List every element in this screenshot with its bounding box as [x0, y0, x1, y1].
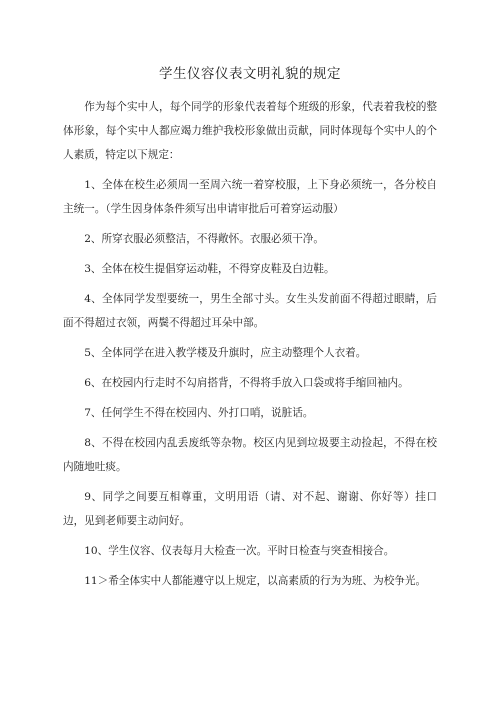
rule-paragraph: 3、全体在校生提倡穿运动鞋，不得穿皮鞋及白边鞋。: [84, 263, 335, 275]
rule-paragraph: 6、在校园内行走时不勾肩搭背，不得将手放入口袋或将手缩回袖内。: [84, 377, 409, 389]
document-body: [63, 95, 437, 593]
rule-paragraph: 4、全体同学发型要统一，男生全部寸头。女生头发前面不得超过眼睛，后面不得超过衣领，两鬓不得超过耳朵中部。: [63, 293, 437, 329]
rule-paragraph: 7、任何学生不得在校园内、外打口哨，说脏话。: [84, 407, 314, 419]
rule-paragraph: 10、学生仪容、仪表每月大检查一次。平时日检查与突查相接合。: [84, 545, 395, 557]
rule-paragraph: 8、不得在校园内乱丢废纸等杂物。校区内见到垃圾要主动捡起，不得在校内随地吐痰。: [63, 437, 437, 473]
closing-paragraph: 11＞希全体实中人都能遵守以上规定，以高素质的行为为班、为校争光。: [84, 575, 427, 587]
document-title: 学生仪容仪表文明礼貌的规定: [159, 66, 341, 82]
rule-paragraph: 2、所穿衣服必须整洁，不得敞怀。衣服必须干净。: [84, 233, 324, 245]
rule-paragraph: 5、全体同学在进入教学楼及升旗时，应主动整理个人衣着。: [84, 347, 367, 359]
intro-paragraph: 作为每个实中人，每个同学的形象代表着每个班级的形象，代表着我校的整体形象，每个实中人都应竭力维护我校形象做出贡献，同时体现每个实中人的个人素质，特定以下规定：: [63, 101, 437, 161]
rule-paragraph: 1、全体在校生必须周一至周六统一着穿校服，上下身必须统一，各分校自主统一。（学生因身体条件须写出申请审批后可着穿运动服）: [63, 179, 437, 215]
rule-paragraph: 9、同学之间要互相尊重，文明用语（请、对不起、谢谢、你好等）挂口边，见到老师要主动问好。: [63, 491, 437, 527]
